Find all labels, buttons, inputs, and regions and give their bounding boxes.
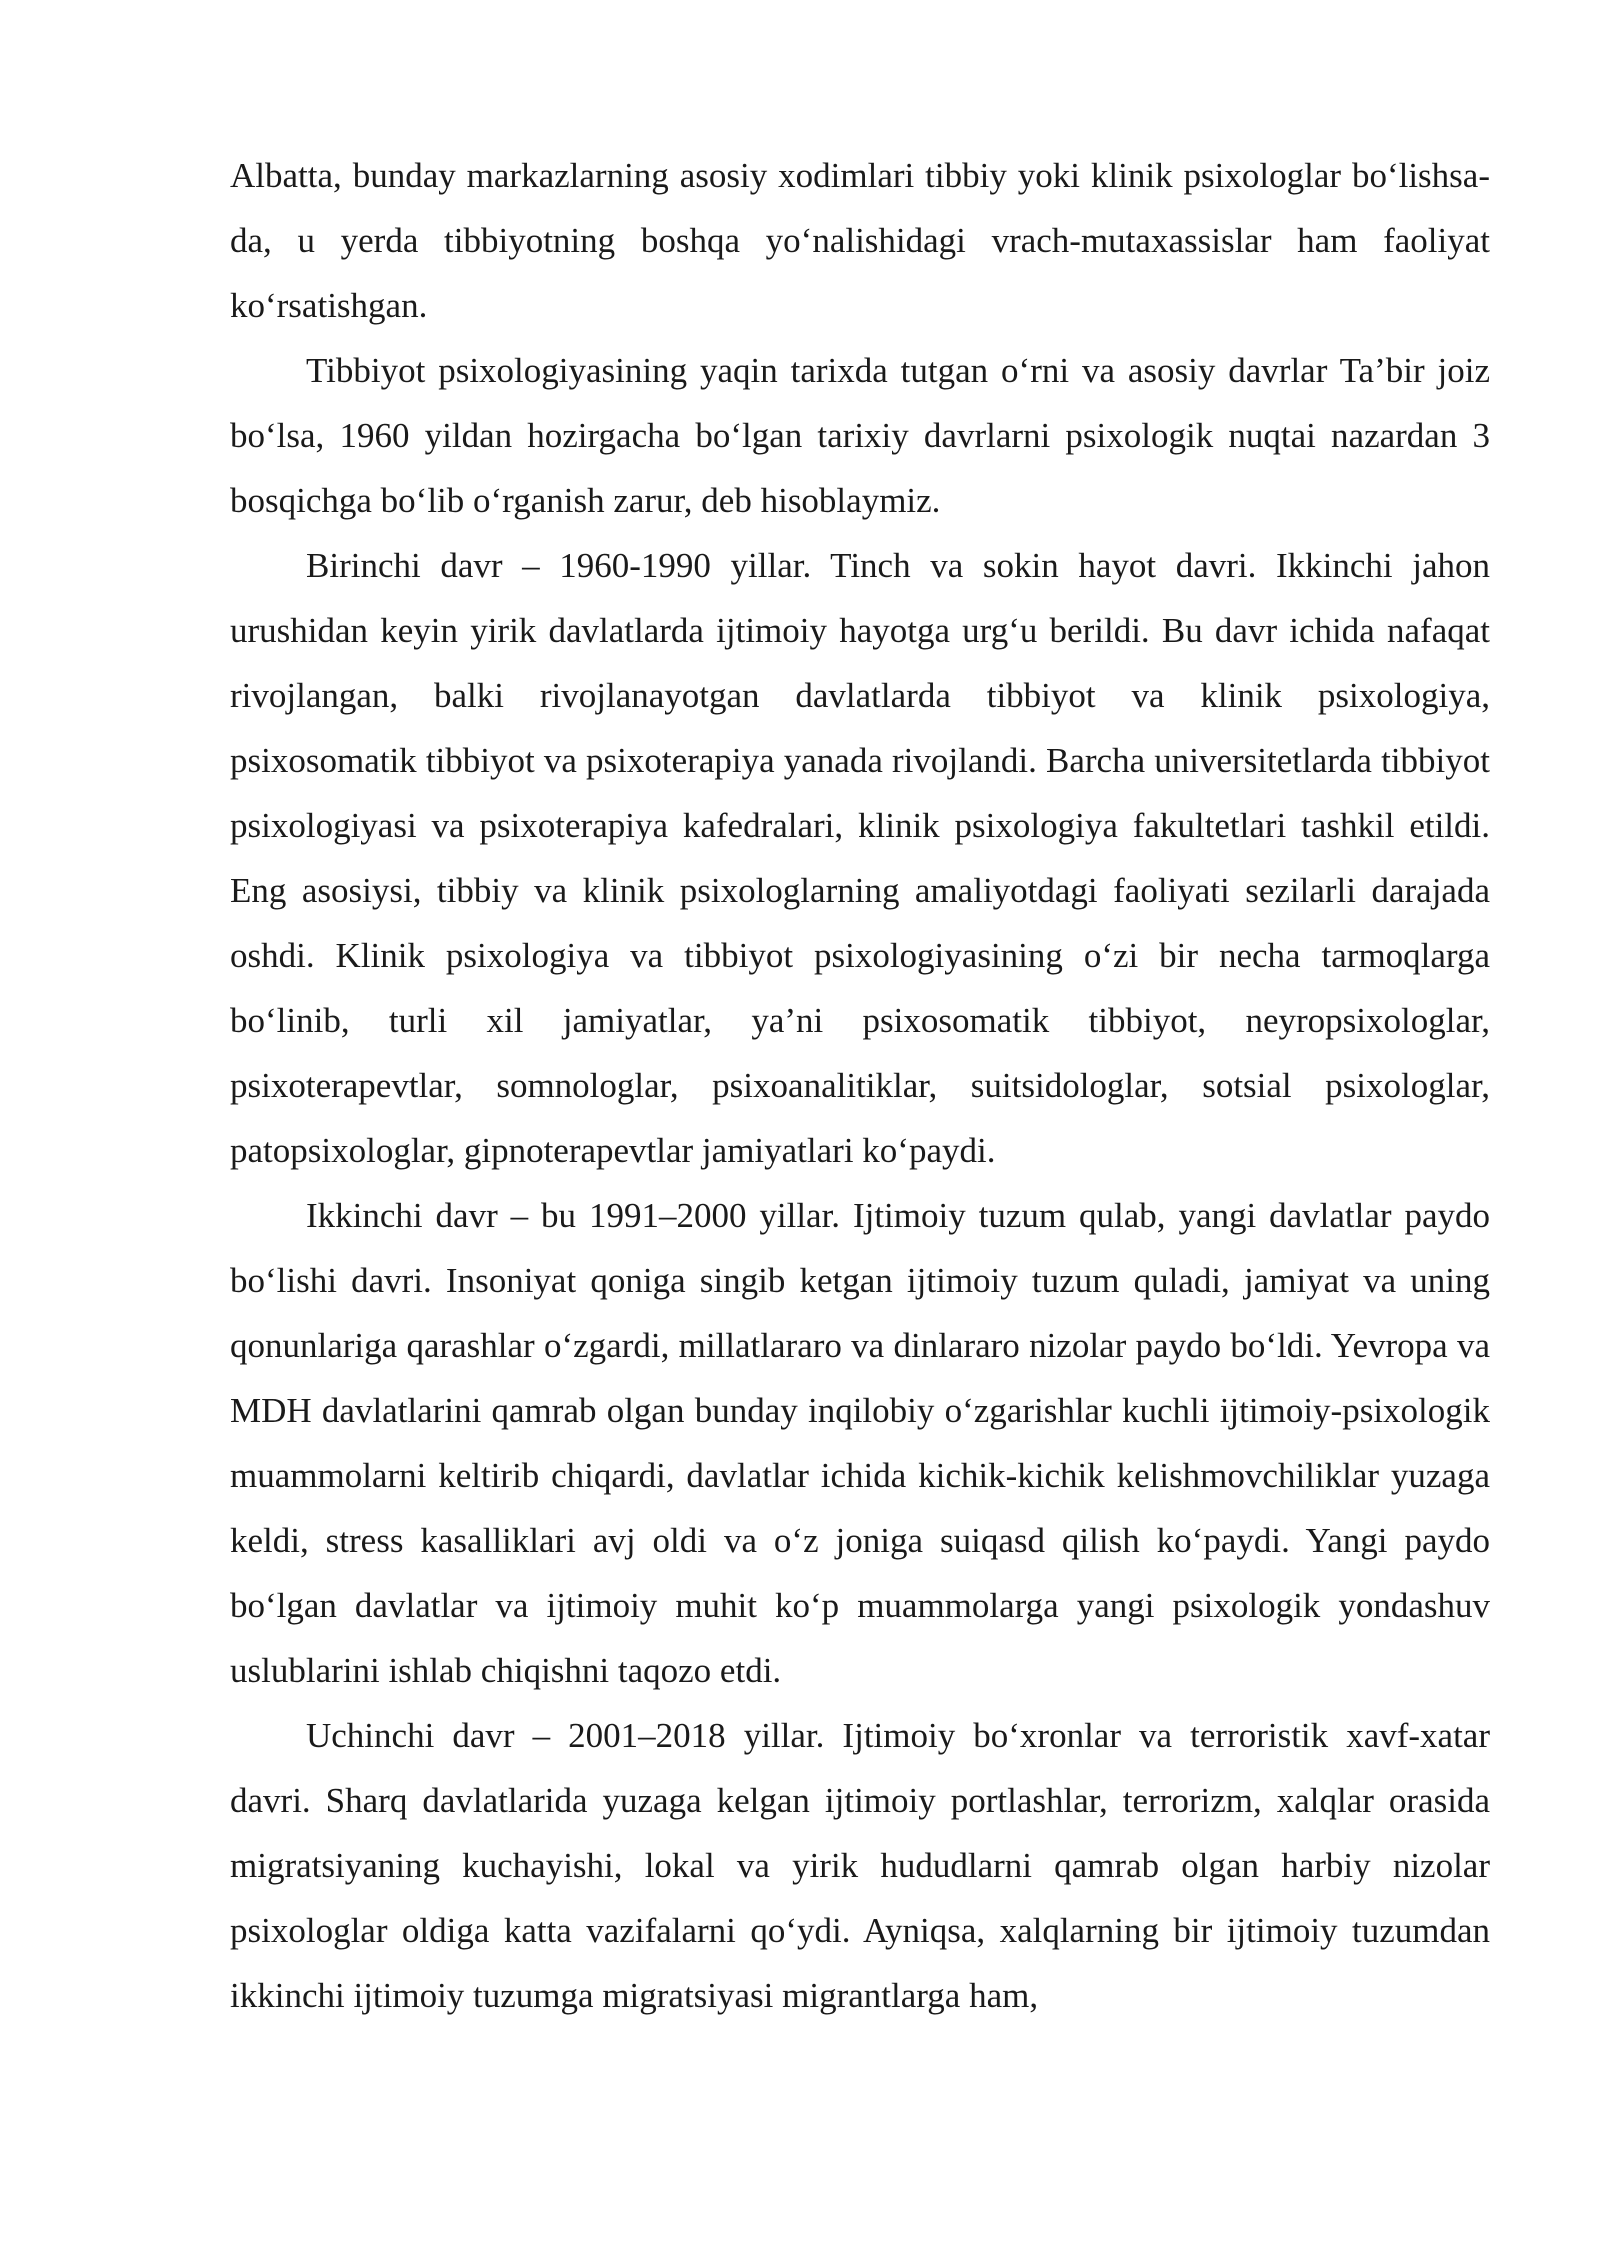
paragraph-history-overview: Tibbiyot psixologiyasining yaqin tarixda tutgan oʻrni va asosiy davrlar Ta’bir joiz boʻlsa, 1960 yildan hozirgacha boʻlgan tarixiy davrlarni psixologik nuqtai nazardan 3 bosqichga boʻlib oʻrganish zarur, deb hisoblaymiz. [230,351,1490,520]
document-page [230,143,1490,2028]
paragraph-intro-continuation: Albatta, bunday markazlarning asosiy xodimlari tibbiy yoki klinik psixologlar boʻlishsa-da, u yerda tibbiyotning boshqa yoʻnalishidagi vrach-mutaxassislar ham faoliyat koʻrsatishgan. [230,156,1490,325]
paragraph-first-period: Birinchi davr – 1960-1990 yillar. Tinch va sokin hayot davri. Ikkinchi jahon urushidan keyin yirik davlatlarda ijtimoiy hayotga urgʻu berildi. Bu davr ichida nafaqat rivojlangan, balki rivojlanayotgan davlatlarda tibbiyot va klinik psixologiya, psixosomatik tibbiyot va psixoterapiya yanada rivojlandi. Barcha universitetlarda tibbiyot psixologiyasi va psixoterapiya kafedralari, klinik psixologiya fakultetlari tashkil etildi. Eng asosiysi, tibbiy va klinik psixologlarning amaliyotdagi faoliyati sezilarli darajada oshdi. Klinik psixologiya va tibbiyot psixologiyasining oʻzi bir necha tarmoqlarga boʻlinib, turli xil jamiyatlar, ya’ni psixosomatik tibbiyot, neyropsixologlar, psixoterapevtlar, somnologlar, psixoanalitiklar, suitsidologlar, sotsial psixologlar, patopsixologlar, gipnoterapevtlar jamiyatlari koʻpaydi. [230,546,1490,1170]
paragraph-third-period: Uchinchi davr – 2001–2018 yillar. Ijtimoiy boʻxronlar va terroristik xavf-xatar davri. Sharq davlatlarida yuzaga kelgan ijtimoiy portlashlar, terrorizm, xalqlar orasida migratsiyaning kuchayishi, lokal va yirik hududlarni qamrab olgan harbiy nizolar psixologlar oldiga katta vazifalarni qoʻydi. Ayniqsa, xalqlarning bir ijtimoiy tuzumdan ikkinchi ijtimoiy tuzumga migratsiyasi migrantlarga ham, [230,1716,1490,2015]
paragraph-second-period: Ikkinchi davr – bu 1991–2000 yillar. Ijtimoiy tuzum qulab, yangi davlatlar paydo boʻlishi davri. Insoniyat qoniga singib ketgan ijtimoiy tuzum quladi, jamiyat va uning qonunlariga qarashlar oʻzgardi, millatlararo va dinlararo nizolar paydo boʻldi. Yevropa va MDH davlatlarini qamrab olgan bunday inqilobiy oʻzgarishlar kuchli ijtimoiy-psixologik muammolarni keltirib chiqardi, davlatlar ichida kichik-kichik kelishmovchiliklar yuzaga keldi, stress kasalliklari avj oldi va oʻz joniga suiqasd qilish koʻpaydi. Yangi paydo boʻlgan davlatlar va ijtimoiy muhit koʻp muammolarga yangi psixologik yondashuv uslublarini ishlab chiqishni taqozo etdi. [230,1196,1490,1690]
